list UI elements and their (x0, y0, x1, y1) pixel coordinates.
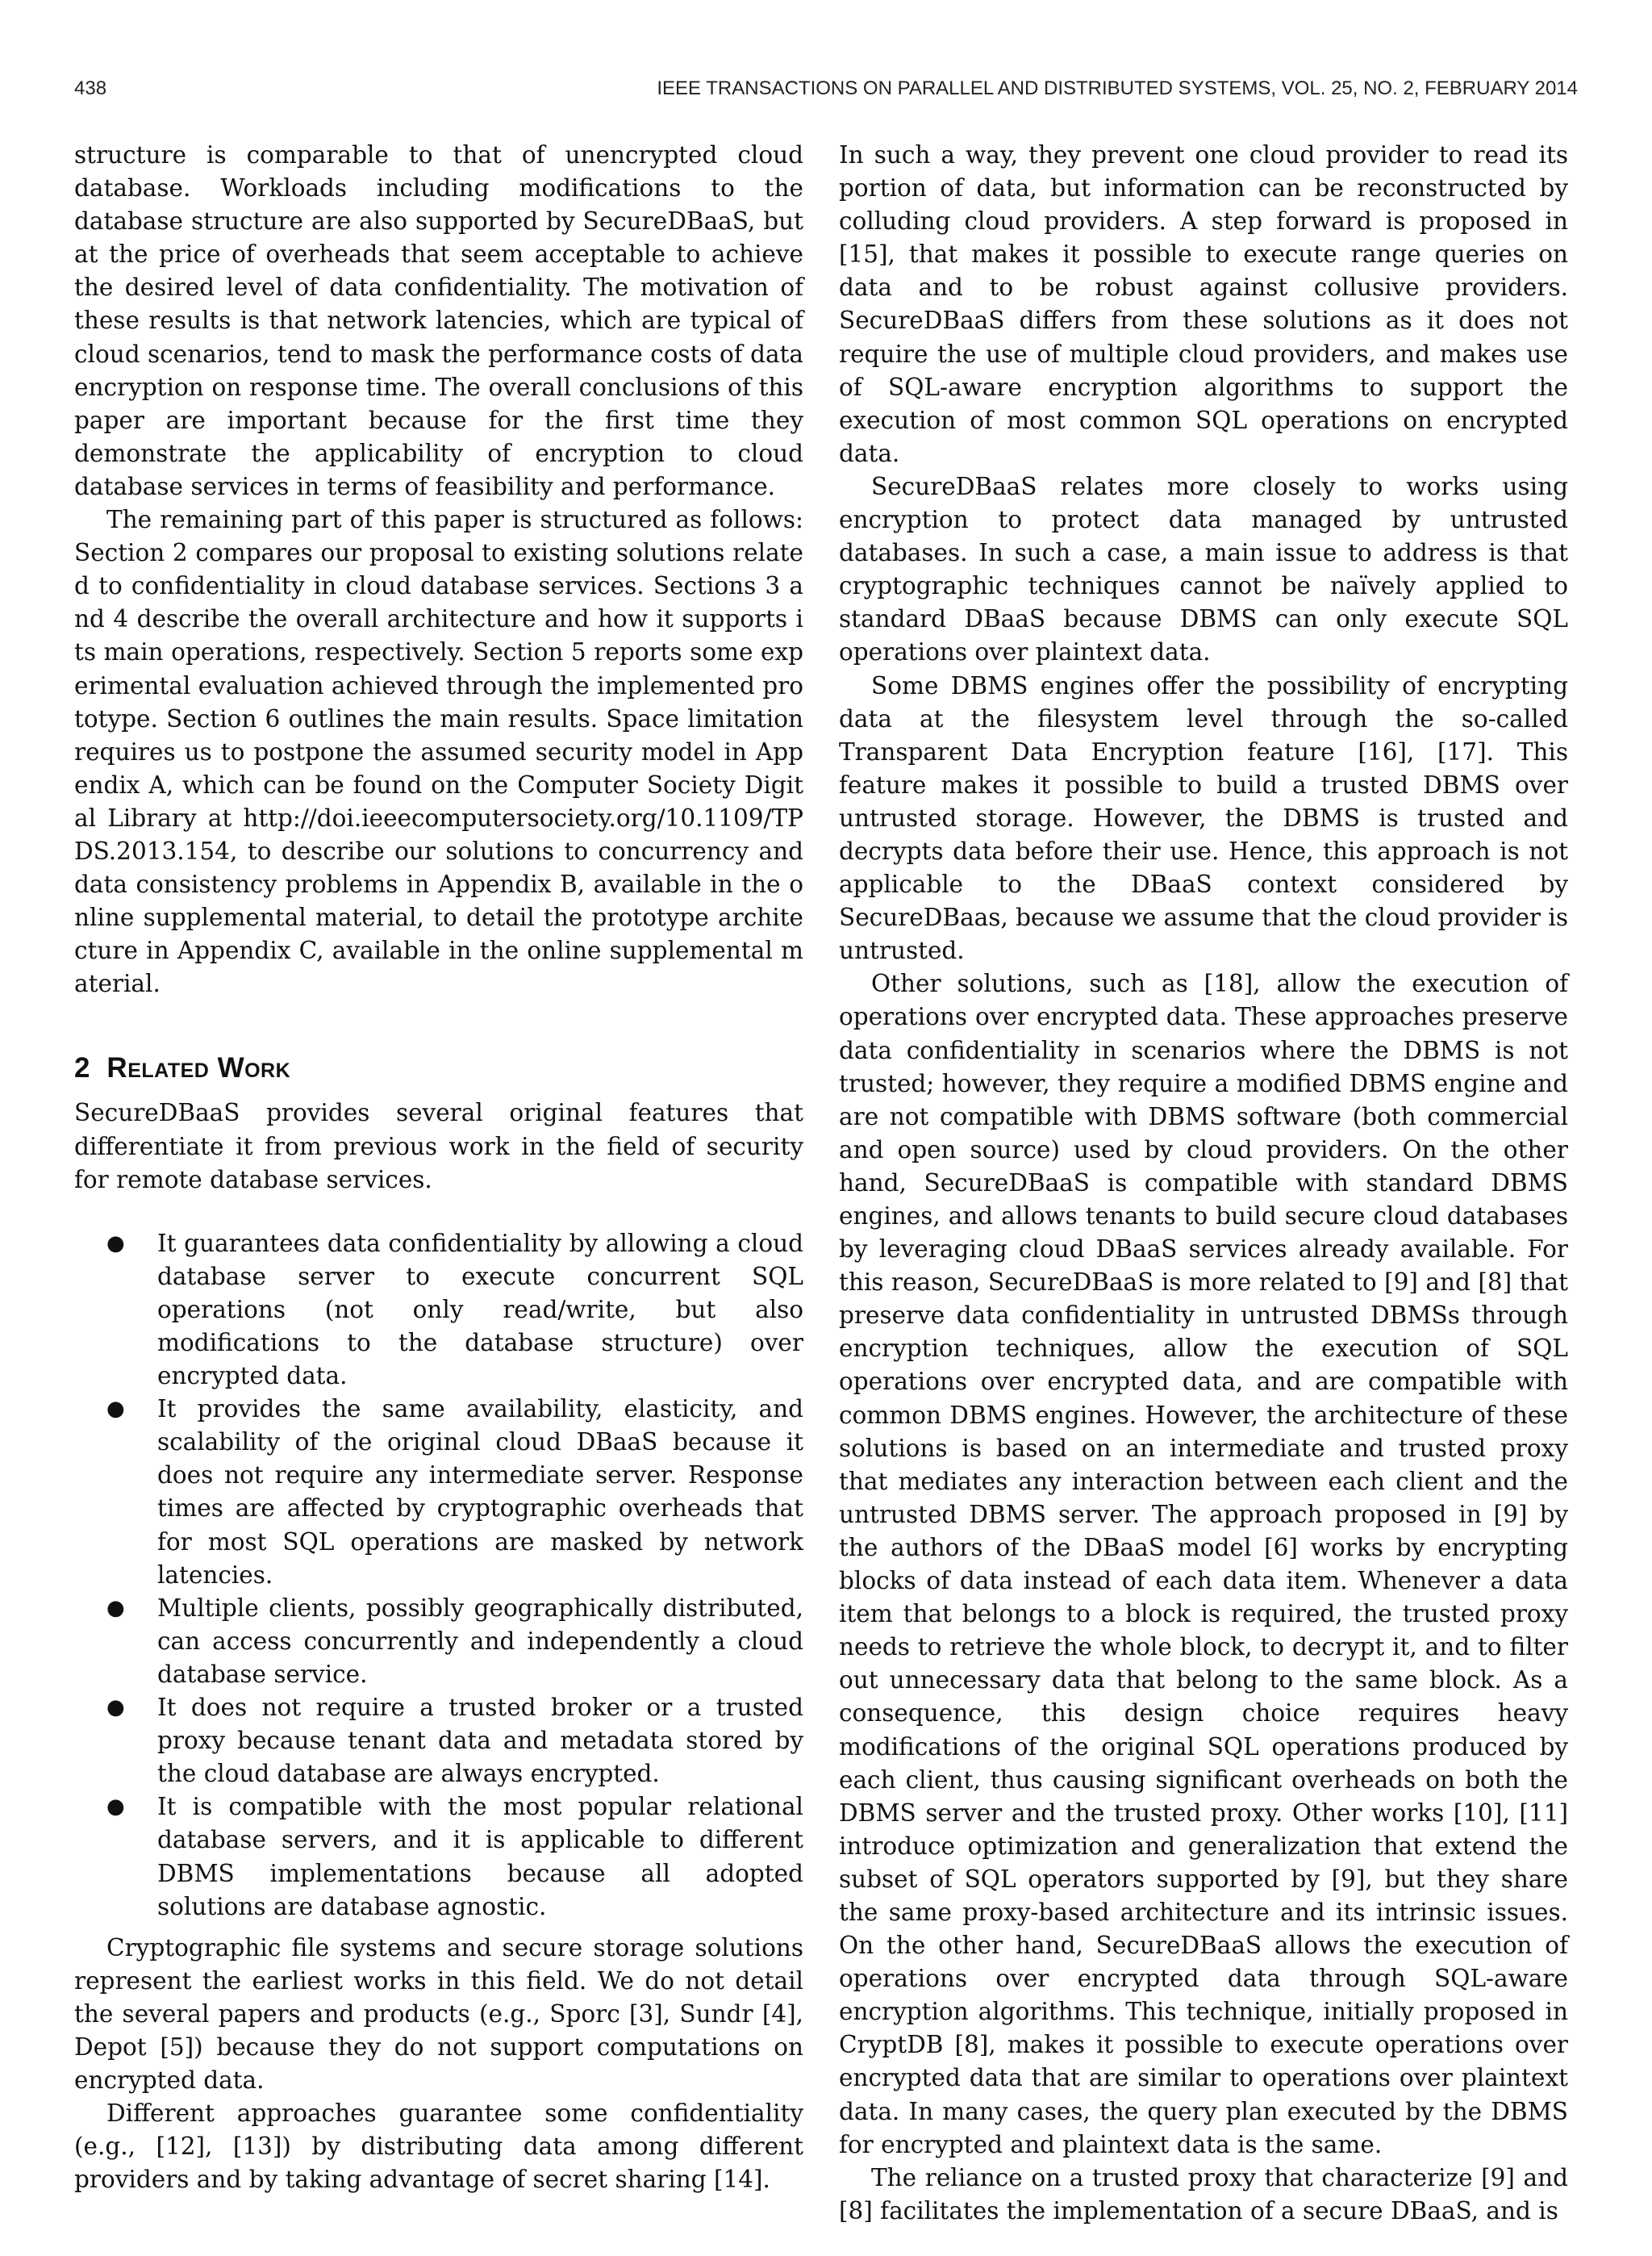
journal-header: IEEE TRANSACTIONS ON PARALLEL AND DISTRIBUTED SYSTEMS, VOL. 25, NO. 2, FEBRUARY 2014 (657, 77, 1578, 99)
bullet-icon: ● (106, 1595, 125, 1620)
paragraph-continued-right: In such a way, they prevent one cloud provider to read its portion of data, but information can be reconstructed by colluding cloud providers. A step forward is proposed in [15], that makes it possible to execute range queries on data and to be robust against collusive providers. SecureDBaaS differs from these solutions as it does not require the use of multiple cloud providers, and makes use of SQL-aware encryption algorithms to support the execution of most common SQL operations on encrypted data. (839, 141, 1568, 467)
paragraph-crypto-fs: Cryptographic file systems and secure storage solutions represent the earliest works in this field. We do not detail the several papers and products (e.g., Sporc [3], Sundr [4], Depot [5]) because they do not support computations on encrypted data. (74, 1933, 803, 2095)
section-title: Related Work (106, 1052, 291, 1084)
paragraph-untrusted-db: SecureDBaaS relates more closely to works using encryption to protect data managed by untrusted databases. In such a case, a main issue to address is that cryptographic techniques cannot be naïvely applied to standard DBaaS because DBMS can only execute SQL operations over plaintext data. (839, 472, 1568, 666)
paragraph-other-solutions: Other solutions, such as [18], allow the execution of operations over encrypted data. These approaches preserve data confidentiality in scenarios where the DBMS is not trusted; however, they require a modified DBMS engine and are not compatible with DBMS software (both commercial and open source) used by cloud providers. On the other hand, SecureDBaaS is compatible with standard DBMS engines, and allows tenants to build secure cloud databases by leveraging cloud DBaaS services already available. For this reason, SecureDBaaS is more related to [9] and [8] that preserve data confidentiality in untrusted DBMSs through encryption techniques, allow the execution of SQL operations over encrypted data, and are compatible with common DBMS engines. However, the architecture of these solutions is based on an intermediate and trusted proxy that mediates any interaction between each client and the untrusted DBMS server. The approach proposed in [9] by the authors of the DBaaS model [6] works by encrypting blocks of data instead of each data item. Whenever a data item that belongs to a block is required, the trusted proxy needs to retrieve the whole block, to decrypt it, and to filter out unnecessary data that belong to the same block. As a consequence, this design choice requires heavy modifications of the original SQL operations produced by each client, thus causing significant overheads on both the DBMS server and the trusted proxy. Other works [10], [11] introduce optimization and generalization that extend the subset of SQL operators supported by [9], but they share the same proxy-based architecture and its intrinsic issues. On the other hand, SecureDBaaS allows the execution of operations over encrypted data through SQL-aware encryption algorithms. This technique, initially proposed in CryptDB [8], makes it possible to execute operations over encrypted data that are similar to operations over plaintext data. In many cases, the query plan executed by the DBMS for encrypted and plaintext data is the same. (839, 970, 1568, 2158)
list-item: ● It guarantees data confidentiality by allowing a cloud database server to execute concurrent SQL operations (not only read/write, but also modifications to the database structure) over encrypted data. (74, 1227, 803, 1393)
paragraph-features-intro: SecureDBaaS provides several original features that differentiate it from previous work in the field of security for remote database services. (74, 1099, 803, 1193)
right-column (839, 139, 1568, 2228)
paragraph-approaches: Different approaches guarantee some confidentiality (e.g., [12], [13]) by distributing data among different providers and by taking advantage of secret sharing [14]. (74, 2099, 803, 2194)
bullet-icon: ● (106, 1397, 125, 1422)
bullet-icon: ● (106, 1695, 125, 1720)
list-item: ● It does not require a trusted broker or a trusted proxy because tenant data and metadata stored by the cloud database are always encrypted. (74, 1691, 803, 1790)
list-item: ● It is compatible with the most popular relational database servers, and it is applicable to different DBMS implementations because all adopted solutions are database agnostic. (74, 1790, 803, 1923)
list-item: ● It provides the same availability, elasticity, and scalability of the original cloud DBaaS because it does not require any intermediate server. Response times are affected by cryptographic overheads that for most SQL operations are masked by network latencies. (74, 1393, 803, 1592)
bullet-icon: ● (106, 1794, 125, 1819)
running-header (74, 77, 1578, 110)
paragraph-continued: structure is comparable to that of unencrypted cloud database. Workloads including modifications to the database structure are also supported by SecureDBaaS, but at the price of overheads that seem acceptable to achieve the desired level of data confidentiality. The motivation of these results is that network latencies, which are typical of cloud scenarios, tend to mask the performance costs of data encryption on response time. The overall conclusions of this paper are important because for the first time they demonstrate the applicability of encryption to cloud database services in terms of feasibility and performance. (74, 141, 803, 500)
paragraph-tde: Some DBMS engines offer the possibility of encrypting data at the filesystem level through the so-called Transparent Data Encryption feature [16], [17]. This feature makes it possible to build a trusted DBMS over untrusted storage. However, the DBMS is trusted and decrypts data before their use. Hence, this approach is not applicable to the DBaaS context considered by SecureDBaas, because we assume that the cloud provider is untrusted. (839, 671, 1568, 965)
section-heading (74, 1051, 803, 1084)
paragraph-trusted-proxy: The reliance on a trusted proxy that characterize [9] and [8] facilitates the implementation of a secure DBaaS, and is (839, 2163, 1568, 2225)
paragraph-structure: The remaining part of this paper is structured as follows: Section 2 compares our proposal to existing solutions related to confidentiality in cloud database services. Sections 3 and 4 describe the overall architecture and how it supports its main operations, respectively. Section 5 reports some experimental evaluation achieved through the implemented prototype. Section 6 outlines the main results. Space limitation requires us to postpone the assumed security model in Appendix A, which can be found on the Computer Society Digital Library at http://doi.ieeecomputersociety.org/10.1109/TPDS.2013.154, to describe our solutions to concurrency and data consistency problems in Appendix B, available in the online supplemental material, to detail the prototype architecture in Appendix C, available in the online supplemental material. (74, 506, 803, 998)
section-number: 2 (74, 1052, 90, 1084)
list-item: ● Multiple clients, possibly geographically distributed, can access concurrently and independently a cloud database service. (74, 1592, 803, 1691)
feature-list (74, 1227, 803, 1924)
left-column (74, 139, 803, 2196)
page-number: 438 (74, 77, 107, 99)
bullet-icon: ● (106, 1230, 125, 1255)
